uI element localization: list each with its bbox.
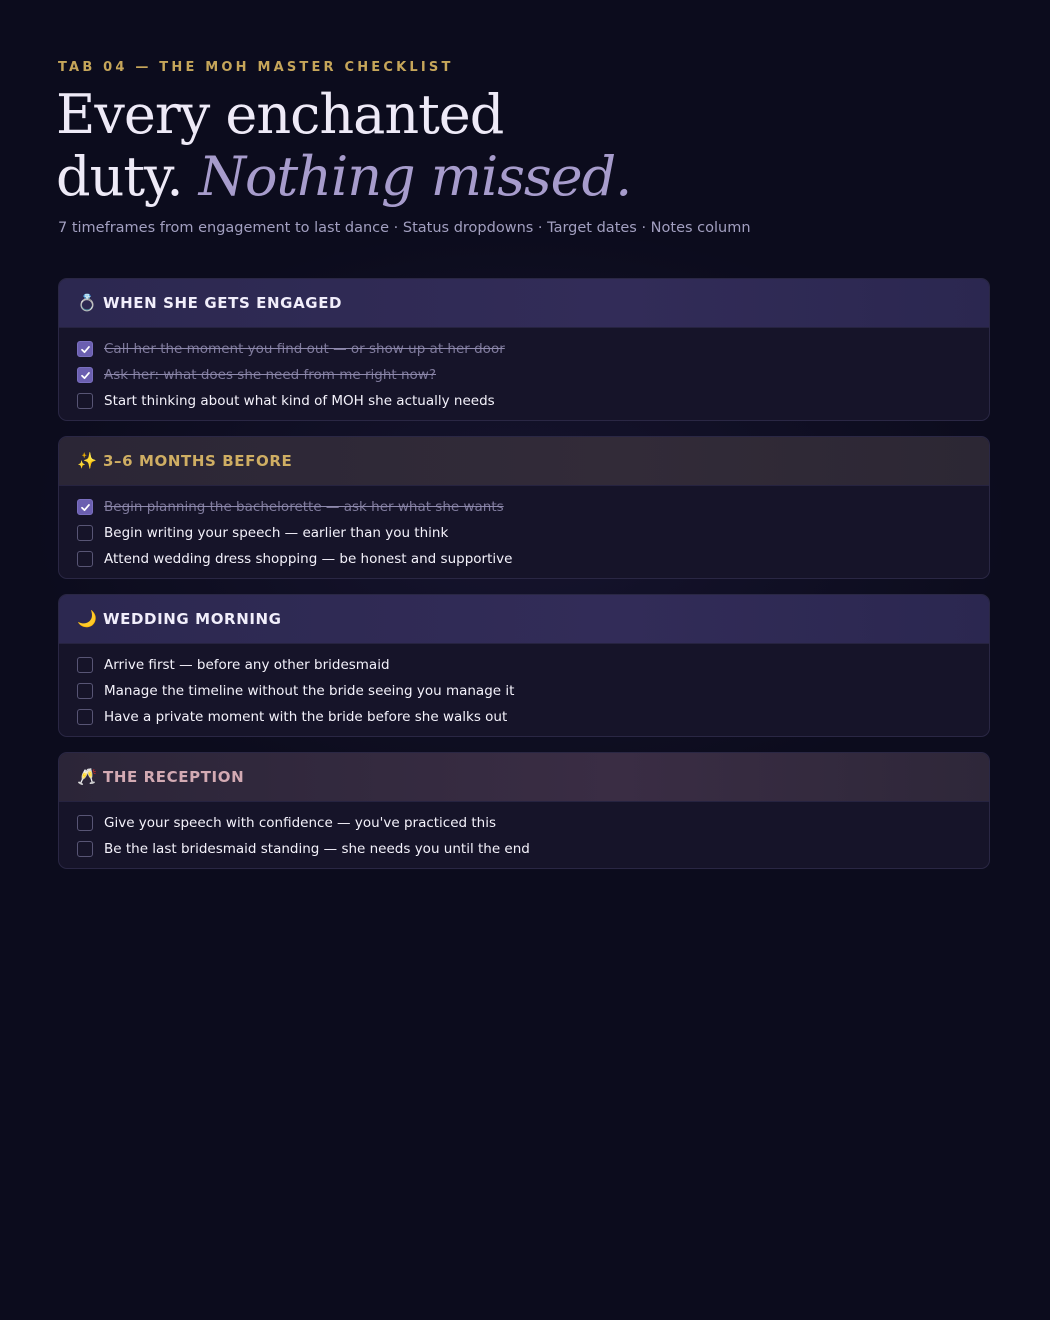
page-title [56, 84, 631, 208]
moon-icon: 🌙 [77, 609, 97, 628]
sparkles-icon: ✨ [77, 451, 97, 470]
checklist-item[interactable] [59, 388, 989, 414]
item-checkbox[interactable] [77, 683, 93, 699]
item-label: Start thinking about what kind of MOH she actually needs [104, 393, 495, 409]
item-label: Give your speech with confidence — you've practiced this [104, 815, 497, 831]
tab-eyebrow: TAB 04 — THE MOH MASTER CHECKLIST [58, 60, 454, 75]
item-label: Arrive first — before any other bridesmaid [104, 657, 390, 673]
section-items [59, 328, 989, 420]
checkmark-icon [80, 344, 91, 355]
item-checkbox[interactable] [77, 709, 93, 725]
checklist-section-3 [58, 752, 990, 869]
item-checkbox[interactable] [77, 499, 93, 515]
checkmark-icon [80, 370, 91, 381]
item-label: Ask her: what does she need from me right now? [104, 367, 437, 383]
item-checkbox[interactable] [77, 525, 93, 541]
checklist-section-0 [58, 278, 990, 421]
title-accent: Nothing missed. [198, 145, 632, 208]
item-label: Call her the moment you find out — or show up at her door [104, 341, 505, 357]
checklist-item[interactable] [59, 678, 989, 704]
item-label: Have a private moment with the bride before she walks out [104, 709, 508, 725]
section-header [59, 279, 989, 328]
item-checkbox[interactable] [77, 341, 93, 357]
section-items [59, 802, 989, 868]
section-title: WHEN SHE GETS ENGAGED [103, 294, 343, 312]
checklist-section-1 [58, 436, 990, 579]
checklist-section-2 [58, 594, 990, 737]
section-title: WEDDING MORNING [103, 610, 282, 628]
checklist-item[interactable] [59, 336, 989, 362]
champagne-glasses-icon: 🥂 [77, 767, 97, 786]
section-title: 3–6 MONTHS BEFORE [103, 452, 293, 470]
title-plain: duty. [56, 145, 199, 208]
section-items [59, 486, 989, 578]
item-checkbox[interactable] [77, 657, 93, 673]
checklist-item[interactable] [59, 704, 989, 730]
title-line-2 [56, 146, 631, 208]
item-label: Begin planning the bachelorette — ask her what she wants [104, 499, 504, 515]
checklist-item[interactable] [59, 520, 989, 546]
ring-icon: 💍 [77, 293, 97, 312]
page-subtitle: 7 timeframes from engagement to last dance · Status dropdowns · Target dates · Notes column [58, 220, 751, 236]
checklist-item[interactable] [59, 546, 989, 572]
section-items [59, 644, 989, 736]
checklist-item[interactable] [59, 810, 989, 836]
section-header [59, 595, 989, 644]
section-header [59, 437, 989, 486]
item-checkbox[interactable] [77, 551, 93, 567]
item-label: Be the last bridesmaid standing — she needs you until the end [104, 841, 530, 857]
checklist-item[interactable] [59, 836, 989, 862]
section-title: THE RECEPTION [103, 768, 245, 786]
item-checkbox[interactable] [77, 841, 93, 857]
item-checkbox[interactable] [77, 815, 93, 831]
title-line-1: Every enchanted [56, 83, 504, 146]
checklist-item[interactable] [59, 494, 989, 520]
checklist-item[interactable] [59, 652, 989, 678]
item-label: Begin writing your speech — earlier than you think [104, 525, 449, 541]
checklist-sections [58, 278, 990, 884]
checkmark-icon [80, 502, 91, 513]
section-header [59, 753, 989, 802]
item-checkbox[interactable] [77, 367, 93, 383]
item-label: Attend wedding dress shopping — be honest and supportive [104, 551, 513, 567]
checklist-item[interactable] [59, 362, 989, 388]
item-label: Manage the timeline without the bride seeing you manage it [104, 683, 515, 699]
item-checkbox[interactable] [77, 393, 93, 409]
